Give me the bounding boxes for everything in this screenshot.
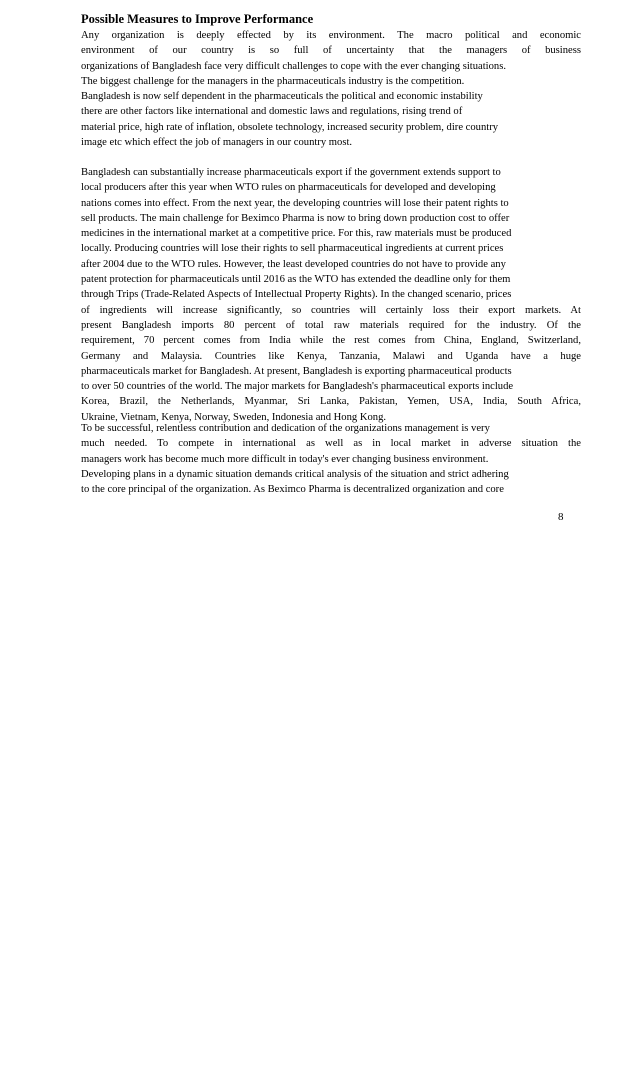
paragraph-line: environment of our country is so full of uncertainty that the managers of business xyxy=(81,45,581,57)
paragraph-line: patent protection for pharmaceuticals until 2016 as the WTO has extended the deadline only for them xyxy=(81,274,511,286)
paragraph-line: sell products. The main challenge for Beximco Pharma is now to bring down production cost to offer xyxy=(81,212,510,224)
paragraph-line: To be successful, relentless contribution and dedication of the organizations management is very xyxy=(81,423,490,434)
paragraph-line: much needed. To compete in international as well as in local market in adverse situation the xyxy=(81,438,581,450)
paragraph-line: present Bangladesh imports 80 percent of total raw materials required for the industry. Of the xyxy=(81,319,581,331)
paragraph-line: pharmaceuticals market for Bangladesh. At present, Bangladesh is exporting pharmaceutical products xyxy=(81,365,512,377)
paragraph-line: nations comes into effect. From the next year, the developing countries will lose their patent rights to xyxy=(81,197,509,209)
paragraph-line: The biggest challenge for the managers in the pharmaceuticals industry is the competition. xyxy=(81,75,465,87)
paragraph-environment xyxy=(81,28,581,150)
page-number: 8 xyxy=(558,511,564,523)
paragraph-line: Developing plans in a dynamic situation demands critical analysis of the situation and strict adhering xyxy=(81,468,509,480)
paragraph-line: after 2004 due to the WTO rules. However, the least developed countries do not have to provide any xyxy=(81,258,506,270)
paragraph-line: material price, high rate of inflation, obsolete technology, increased security problem, dire country xyxy=(81,121,499,133)
paragraph-line: through Trips (Trade-Related Aspects of Intellectual Property Rights). In the changed scenario, prices xyxy=(81,289,512,301)
paragraph-line: there are other factors like international and domestic laws and regulations, rising trend of xyxy=(81,106,463,118)
section-heading: Possible Measures to Improve Performance xyxy=(81,12,314,26)
paragraph-line: managers work has become much more difficult in today's ever changing business environment. xyxy=(81,453,489,465)
paragraph-line: Bangladesh is now self dependent in the pharmaceuticals the political and economic instability xyxy=(81,91,483,103)
paragraph-line: Bangladesh can substantially increase pharmaceuticals export if the government extends support to xyxy=(81,167,501,178)
paragraph-line: locally. Producing countries will lose their rights to sell pharmaceutical ingredients at current prices xyxy=(81,243,504,255)
paragraph-exports xyxy=(81,165,581,425)
paragraph-line: of ingredients will increase significantly, so countries will certainly loss their export markets. At xyxy=(81,304,581,316)
paragraph-line: local producers after this year when WTO rules on pharmaceuticals for developed and developing xyxy=(81,182,496,194)
paragraph-line: to the core principal of the organization. As Beximco Pharma is decentralized organization and core xyxy=(81,484,504,496)
paragraph-line: Any organization is deeply effected by its environment. The macro political and economic xyxy=(81,30,581,41)
paragraph-line: requirement, 70 percent comes from India while the rest comes from China, England, Switzerland, xyxy=(81,335,581,347)
paragraph-line: Korea, Brazil, the Netherlands, Myanmar, Sri Lanka, Pakistan, Yemen, USA, India, South Africa, xyxy=(81,396,581,408)
paragraph-line: Ukraine, Vietnam, Kenya, Norway, Sweden, Indonesia and Hong Kong. xyxy=(81,411,387,423)
paragraph-line: image etc which effect the job of managers in our country most. xyxy=(81,137,353,149)
paragraph-line: organizations of Bangladesh face very difficult challenges to cope with the ever changing situations. xyxy=(81,60,506,72)
paragraph-line: medicines in the international market at a competitive price. For this, raw materials must be produced xyxy=(81,228,512,240)
paragraph-line: to over 50 countries of the world. The major markets for Bangladesh's pharmaceutical exports include xyxy=(81,381,514,393)
paragraph-line: Germany and Malaysia. Countries like Kenya, Tanzania, Malawi and Uganda have a huge xyxy=(81,350,581,362)
paragraph-success xyxy=(81,421,581,497)
